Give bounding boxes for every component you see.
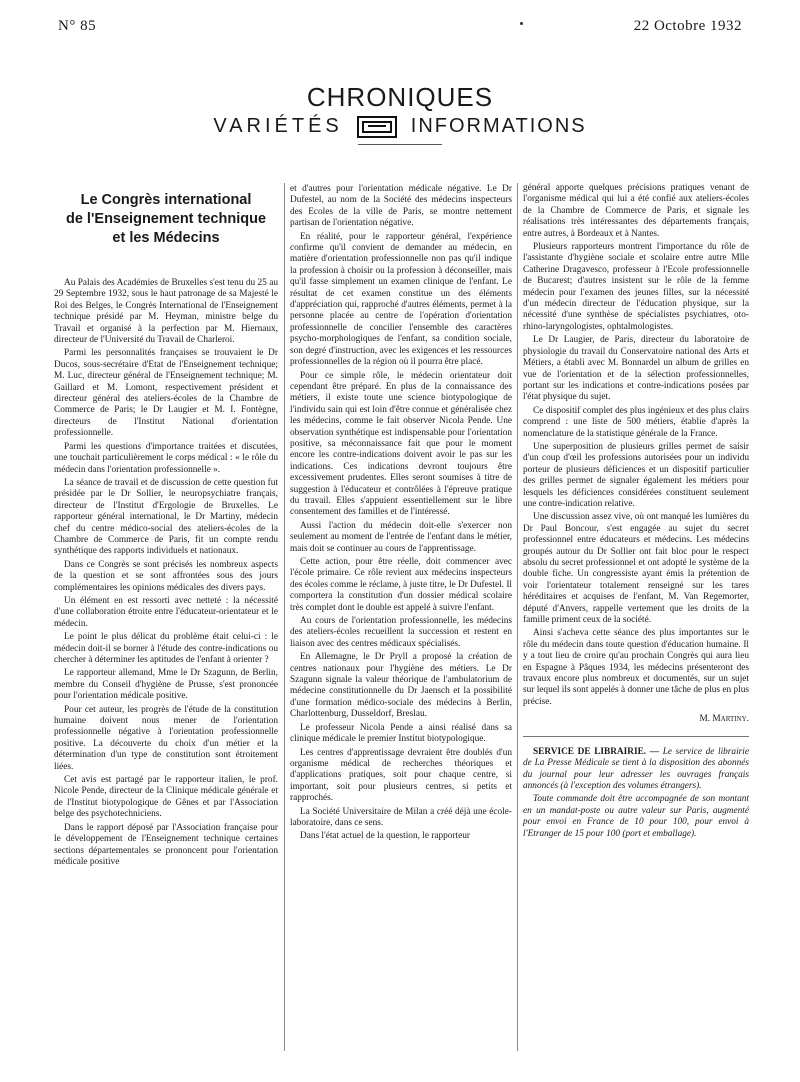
paragraph: Au cours de l'orientation professionnelle, les médecins des ateliers-écoles recueillent la succession et restent en liaison avec des centres médicaux spécialisés.: [290, 616, 512, 649]
column-1: [54, 183, 278, 870]
issue-number: N° 85: [58, 18, 97, 34]
paragraph: En réalité, pour le rapporteur général, l'expérience confirme qu'il convient de demander au médecin, en matière d'orientation professionnelle non pas qu'il indique la profession à choisir ou la profession à déconseiller, mais qu'il fasse simplement un examen clinique de l'enfant. Le résultat de cet examen constitue un des éléments d'appréciation qui, rapproché d'autres éléments, permet à la personne placée au centre de l'opération d'orientation professionnelle de concilier l'ensemble des caractères psycho-morphologiques de l'enfant, sa condition sociale, son degré d'instruction, avec les exigences et les ressources professionnelles de la région où il pourra être placé.: [290, 231, 512, 368]
paragraph: Ainsi s'acheva cette séance des plus importantes sur le rôle du médecin dans toute question d'éducation humaine. Il y a tout lieu de croire qu'au prochain Congrès qui aura lieu en Espagne à Pâques 1934, les médecins présenteront des travaux encore plus nombreux et documentés, sur un sujet sur lequel ils sont appelés à donner une tâche de plus en plus précise.: [523, 628, 749, 707]
masthead-right: INFORMATIONS: [410, 115, 587, 137]
paragraph: Plusieurs rapporteurs montrent l'importance du rôle de l'assistante d'hygiène sociale et scolaire entre autre Mlle Catherine Dragavesco, professeur à l'Ecole professionnelle de Bucarest; d'autres insistent sur le rôle de la femme médecin pour l'examen des jeunes filles, sur la nécessité d'un médecin directeur de l'éducation physique, sur la nécessité d'une synthèse de spécialistes psychiatres, oto-rhino-laryngologistes, ophtalmologistes.: [523, 242, 749, 332]
paragraph: Une superposition de plusieurs grilles permet de saisir d'un coup d'œil les professions autorisées pour un individu porteur de plusieurs déficiences et un dispositif particulier des grilles permet de signaler également les métiers pour lesquels les déficiences considérées constituent seulement une contre-indication relative.: [523, 441, 749, 509]
paragraph: général apporte quelques précisions pratiques venant de l'organisme médical qui lui a été confié aux ateliers-écoles de la Chambre de Commerce de Paris, et signale les réalisations très intéressantes des départements français, entre autres, à Bordeaux et à Nantes.: [523, 183, 749, 239]
paragraph: Parmi les questions d'importance traitées et discutées, une touchait particulièrement le corps médical : « le rôle du médecin dans l'orientation professionnelle ».: [54, 441, 278, 475]
paragraph: En Allemagne, le Dr Pryll a proposé la création de centres nationaux pour l'hygiène des métiers. Le Dr Szagunn signale la valeur théorique de l'ambulatorium de médecine constitutionnelle du Dr Jaensch et la possibilité d'une formation médico-sociale des médecins à Berlin, Charlottenburg, Dusseldorf, Breslau.: [290, 652, 512, 720]
paragraph: Parmi les personnalités françaises se trouvaient le Dr Ducos, sous-secrétaire d'Etat de l'Enseignement technique; M. Luc, directeur général de l'Enseignement technique; M. Gaillard et M. Lomont, respectivement président et directeur général des ateliers-écoles de la Chambre de Commerce de Paris; le Dr Laugier et M. I. Fontègne, directeurs de l'Institut National d'orientation professionnelle.: [54, 348, 278, 439]
column-3: [523, 183, 749, 842]
paragraph: Au Palais des Académies de Bruxelles s'est tenu du 25 au 29 Septembre 1932, sous le haut patronage de sa Majesté le Roi des Belges, le Congrès International de l'Enseignement technique présidé par M. Heyman, ministre belge du Travail et organisé à la perfection par M. Hiernaux, directeur de l'Université du Travail de Charleroi.: [54, 278, 278, 346]
paragraph: Pour cet auteur, les progrès de l'étude de la constitution humaine doivent nous mener de l'orientation professionnelle négative à l'orientation professionnelle positive. La découverte du choix d'un métier et la détermination d'un type de constitution sont étroitement liées.: [54, 704, 278, 772]
paragraph: Pour ce simple rôle, le médecin orientateur doit cependant être préparé. En plus de la connaissance des métiers, il existe toute une science biotypologique de l'individu sain qui est loin d'être connue et généralisée chez les médecins, comme le fait observer Nicola Pende. Une observation synthétique est indispensable pour l'orientation positive, sa méconnaissance fait que pour le moment encore les contre-indications doivent avoir le pas sur les indications. Ces indications devront toujours être excessivement prudentes. Elles seront soumises à titre de suggestion à l'éducateur et contrôlées à l'épreuve pratique du travail. Elles s'appuient essentiellement sur le libre consentement des familles et de l'intéressé.: [290, 370, 512, 518]
paragraph: et d'autres pour l'orientation médicale négative. Le Dr Dufestel, au nom de la Société des médecins inspecteurs des Ecoles de la ville de Paris, se montre nettement partisan de l'orientation négative.: [290, 184, 512, 229]
paragraph: Le rapporteur allemand, Mme le Dr Szagunn, de Berlin, membre du Conseil d'hygiène de Prusse, s'est prononcée pour l'orientation médicale positive.: [54, 668, 278, 702]
paragraph: Le Dr Laugier, de Paris, directeur du laboratoire de physiologie du travail du Conservatoire national des Arts et Métiers, a établi avec M. Bonnardel un album de grilles en vue de l'orientation et de la sélection professionnelles, portant sur les indications et contre-indications posées par l'état physique du sujet.: [523, 335, 749, 403]
paragraph: Le professeur Nicola Pende a ainsi réalisé dans sa clinique médicale le premier Institut biotypologique.: [290, 722, 512, 745]
paragraph: La séance de travail et de discussion de cette question fut présidée par le Dr Sollier, le neuropsychiatre français, directeur de l'Institut d'Ergologie de Bruxelles. Le rapporteur général international, le Dr Martiny, médecin chef du centre médico-social des ateliers-écoles de la Chambre de Commerce de Paris, fit un compte rendu synthétique des rapports individuels et nationaux.: [54, 477, 278, 557]
masthead-rule: [358, 144, 442, 145]
column-1-body: [54, 278, 278, 868]
paragraph: Cet avis est partagé par le rapporteur italien, le prof. Nicole Pende, directeur de la Clinique médicale générale et de l'Institut biotypologique de Gênes et par l'Association belge des psychotechniciens.: [54, 775, 278, 820]
library-notice: [523, 747, 749, 840]
paragraph: Dans l'état actuel de la question, le rapporteur: [300, 831, 470, 842]
paragraph: Dans ce Congrès se sont précisés les nombreux aspects de la question et se sont affrontées sous des jours complémentaires les opinions médicales des divers pays.: [54, 559, 278, 593]
notice-separator: [523, 736, 749, 737]
paragraph: Ce dispositif complet des plus ingénieux et des plus clairs comprend : une liste de 500 métiers, établie d'après la nomenclature de la statistique générale de la France.: [523, 405, 749, 439]
paragraph: Une discussion assez vive, où ont manqué les lumières du Dr Paul Boncour, s'est engagée au sujet du secret professionnel entre éducateurs et médecins. Les médecins groupés autour du Dr Sollier ont fait bloc pour le respect absolu du secret professionnel et ont adopté le système de la double fiche. Un congressiste ayant émis la prétention de voir l'orientateur totalement renseigné sur les tares héréditaires et acquises de l'enfant, M. Van Regemorter, député d'Anvers, rappelle vertement que les droits de la famille priment ceux de la société.: [523, 512, 749, 626]
page-header: [58, 18, 742, 38]
article-signature: M. Martiny.: [699, 714, 749, 725]
ornament-icon: [357, 116, 397, 138]
notice-paragraph-2: Toute commande doit être accompagnée de son montant en un mandat-poste ou autre valeur sur Paris, augmenté pour envoi en France de 10 pour 100, pour envoi à l'Etranger de 15 pour 100 (port et emballage).: [523, 794, 749, 839]
column-2: [290, 184, 512, 845]
paragraph: Le point le plus délicat du problème était celui-ci : le médecin doit-il se borner à l'étude des contre-indications ou chercher à déterminer les aptitudes de l'enfant à orienter ?: [54, 632, 278, 665]
column-rule-2: [517, 183, 518, 1051]
column-3-body: [523, 183, 749, 708]
paragraph: Aussi l'action du médecin doit-elle s'exercer non seulement au moment de l'entrée de l'enfant dans le métier, mais doit se continuer au cours de l'apprentissage.: [290, 520, 512, 554]
masthead-title: CHRONIQUES: [306, 82, 494, 112]
masthead-subtitle: [0, 115, 800, 138]
masthead: [0, 82, 800, 138]
paragraph: Dans le rapport déposé par l'Association française pour le développement de l'Enseignement technique certaines sections départementales se prononcent pour l'orientation médicale positive: [54, 822, 278, 867]
issue-date: 22 Octobre 1932: [633, 18, 742, 34]
notice-paragraph-1: Le service de librairie de La Presse Médicale se tient à la disposition des abonnés du journal pour leur adresser les ouvrages français annoncés (à l'exception des volumes étrangers).: [523, 746, 749, 791]
article-title: [54, 191, 278, 248]
paragraph: Les centres d'apprentissage devraient être doublés d'un organisme médical de recherches théoriques et d'applications pratiques, soit pour chaque centre, si important, soit pour plusieurs centres, si petits et rapprochés.: [290, 747, 512, 804]
paragraph: Cette action, pour être réelle, doit commencer avec l'école primaire. Ce rôle revient aux médecins inspecteurs des écoles comme le réclame, à juste titre, le Dr Dufestel. Il comportera la constitution d'un dossier médical scolaire très complet dont le double est appelé à suivre l'enfant.: [290, 557, 512, 613]
masthead-left: VARIÉTÉS: [213, 115, 343, 137]
paragraph: Un élément en est ressorti avec netteté : la nécessité d'une collaboration étroite entre l'éducateur-orientateur et le médecin.: [54, 595, 278, 629]
column-2-body: [290, 184, 512, 843]
paragraph: La Société Universitaire de Milan a créé déjà une école-laboratoire, dans ce sens.: [290, 806, 512, 828]
notice-label: SERVICE DE LIBRAIRIE. —: [533, 746, 660, 757]
title-line: de l'Enseignement technique: [65, 211, 267, 227]
column-rule-1: [284, 183, 285, 1051]
print-dot: [520, 22, 523, 25]
title-line: Le Congrès international: [80, 192, 252, 208]
title-line: et les Médecins: [112, 230, 220, 246]
